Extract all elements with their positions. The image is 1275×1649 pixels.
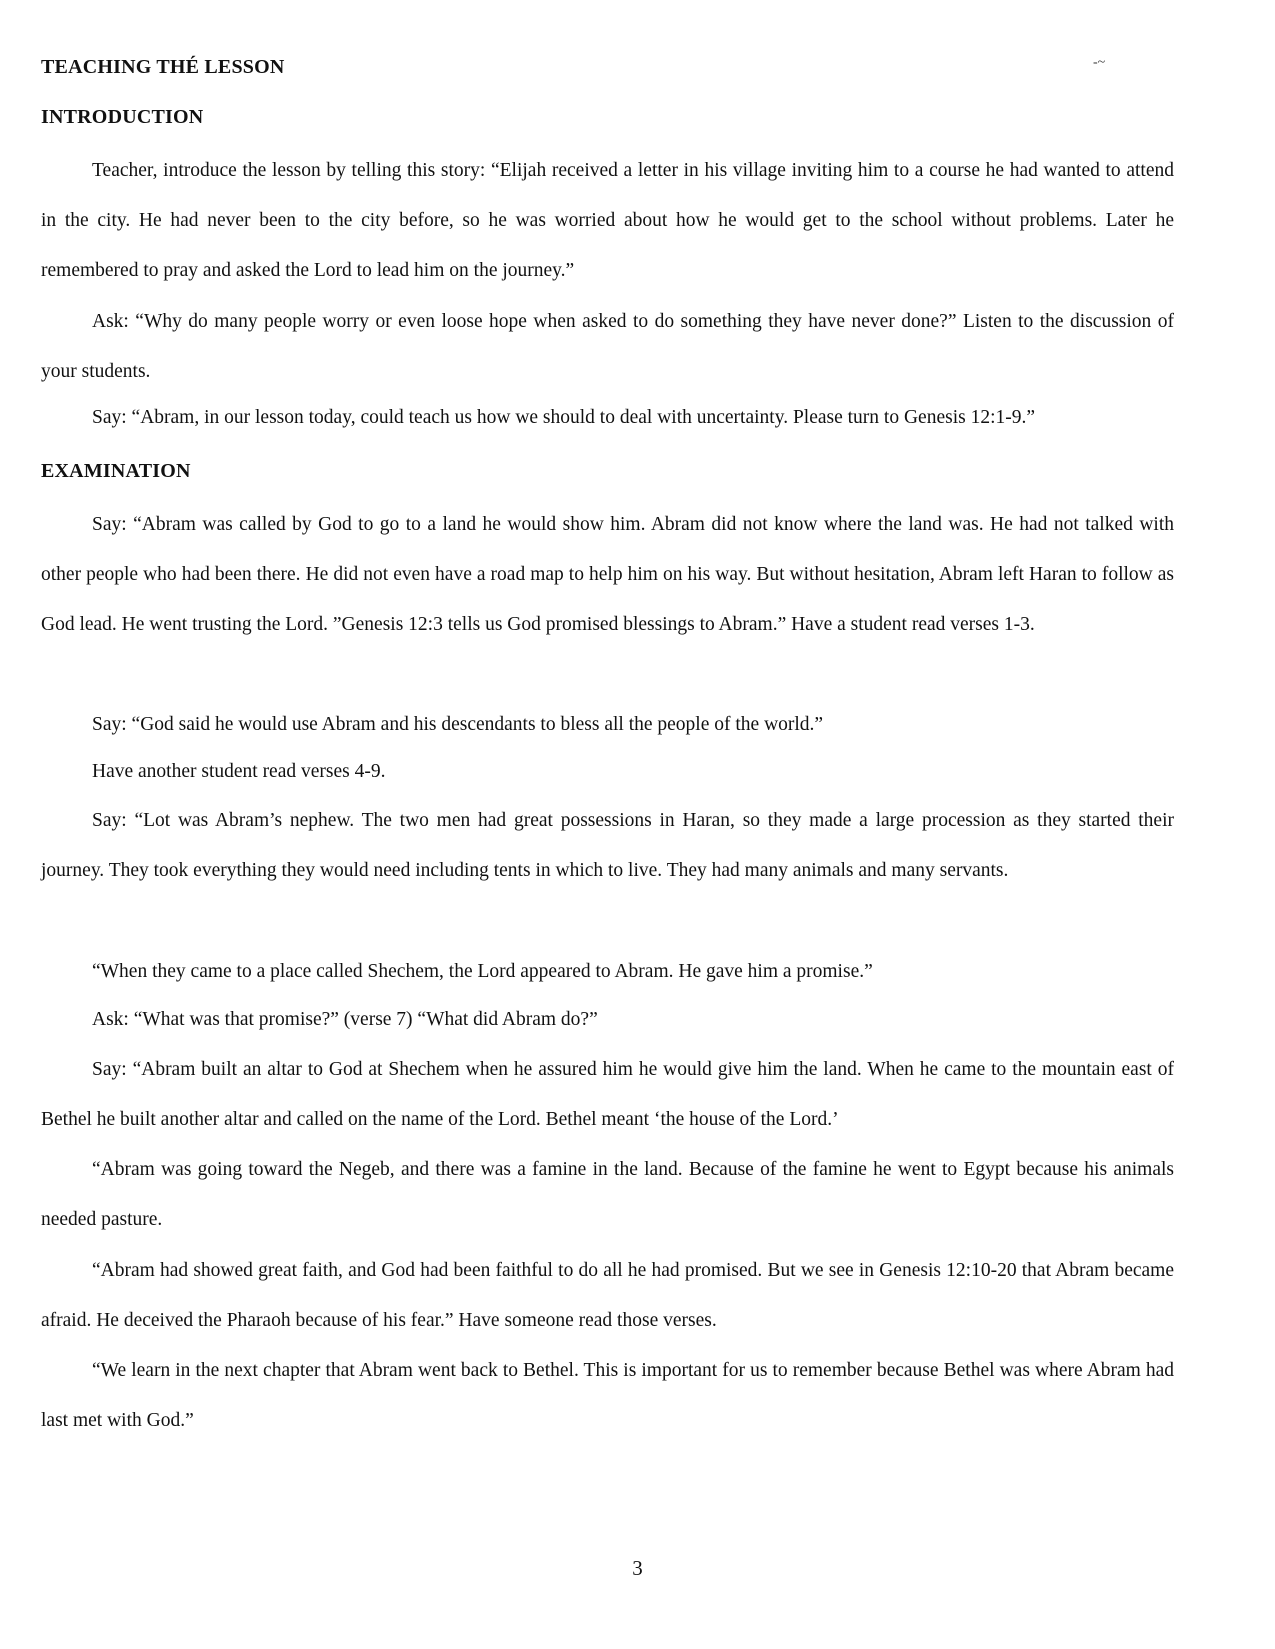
paragraph: Ask: “What was that promise?” (verse 7) “What did Abram do?”	[92, 1009, 598, 1030]
paragraph: Say: “Abram built an altar to God at Shechem when he assured him he would give him the land. When he came to the mountain east of Bethel he built another altar and called on the name of the Lord. Bethel meant ‘the house of the Lord.’	[41, 1059, 1174, 1130]
paragraph: “Abram had showed great faith, and God had been faithful to do all he had promised. But we see in Genesis 12:10-20 that Abram became afraid. He deceived the Pharaoh because of his fear.” Have someone read those verses.	[41, 1260, 1174, 1331]
paragraph: “Abram was going toward the Negeb, and there was a famine in the land. Because of the famine he went to Egypt because his animals needed pasture.	[41, 1159, 1174, 1230]
paragraph: “We learn in the next chapter that Abram went back to Bethel. This is important for us to remember because Bethel was where Abram had last met with God.”	[41, 1360, 1174, 1431]
paragraph: Ask: “Why do many people worry or even loose hope when asked to do something they have never done?” Listen to the discussion of your students.	[41, 311, 1174, 382]
section-heading-examination: EXAMINATION	[41, 460, 191, 482]
paragraph: Say: “Abram, in our lesson today, could teach us how we should to deal with uncertainty. Please turn to Genesis 12:1-9.”	[92, 407, 1036, 428]
paragraph: Say: “Abram was called by God to go to a land he would show him. Abram did not know where the land was. He had not talked with other people who had been there. He did not even have a road map to help him on his way. But without hesitation, Abram left Haran to follow as God lead. He went trusting the Lord. ”Genesis 12:3 tells us God promised blessings to Abram.” Have a student read verses 1-3.	[41, 514, 1174, 635]
paragraph: Say: “God said he would use Abram and his descendants to bless all the people of the world.”	[92, 714, 824, 735]
paragraph: Say: “Lot was Abram’s nephew. The two men had great possessions in Haran, so they made a large procession as they started their journey. They took everything they would need including tents in which to live. They had many animals and many servants.	[41, 810, 1174, 881]
section-heading-teaching: TEACHING THÉ LESSON	[41, 56, 285, 78]
corner-mark: -~	[1093, 55, 1106, 70]
section-heading-introduction: INTRODUCTION	[41, 106, 204, 128]
paragraph: Teacher, introduce the lesson by telling this story: “Elijah received a letter in his village inviting him to a course he had wanted to attend in the city. He had never been to the city before, so he was worried about how he would get to the school without problems. Later he remembered to pray and asked the Lord to lead him on the journey.”	[41, 160, 1174, 281]
paragraph: Have another student read verses 4-9.	[92, 761, 386, 782]
page-number: 3	[632, 1556, 643, 1580]
paragraph: “When they came to a place called Shechem, the Lord appeared to Abram. He gave him a promise.”	[92, 961, 873, 982]
